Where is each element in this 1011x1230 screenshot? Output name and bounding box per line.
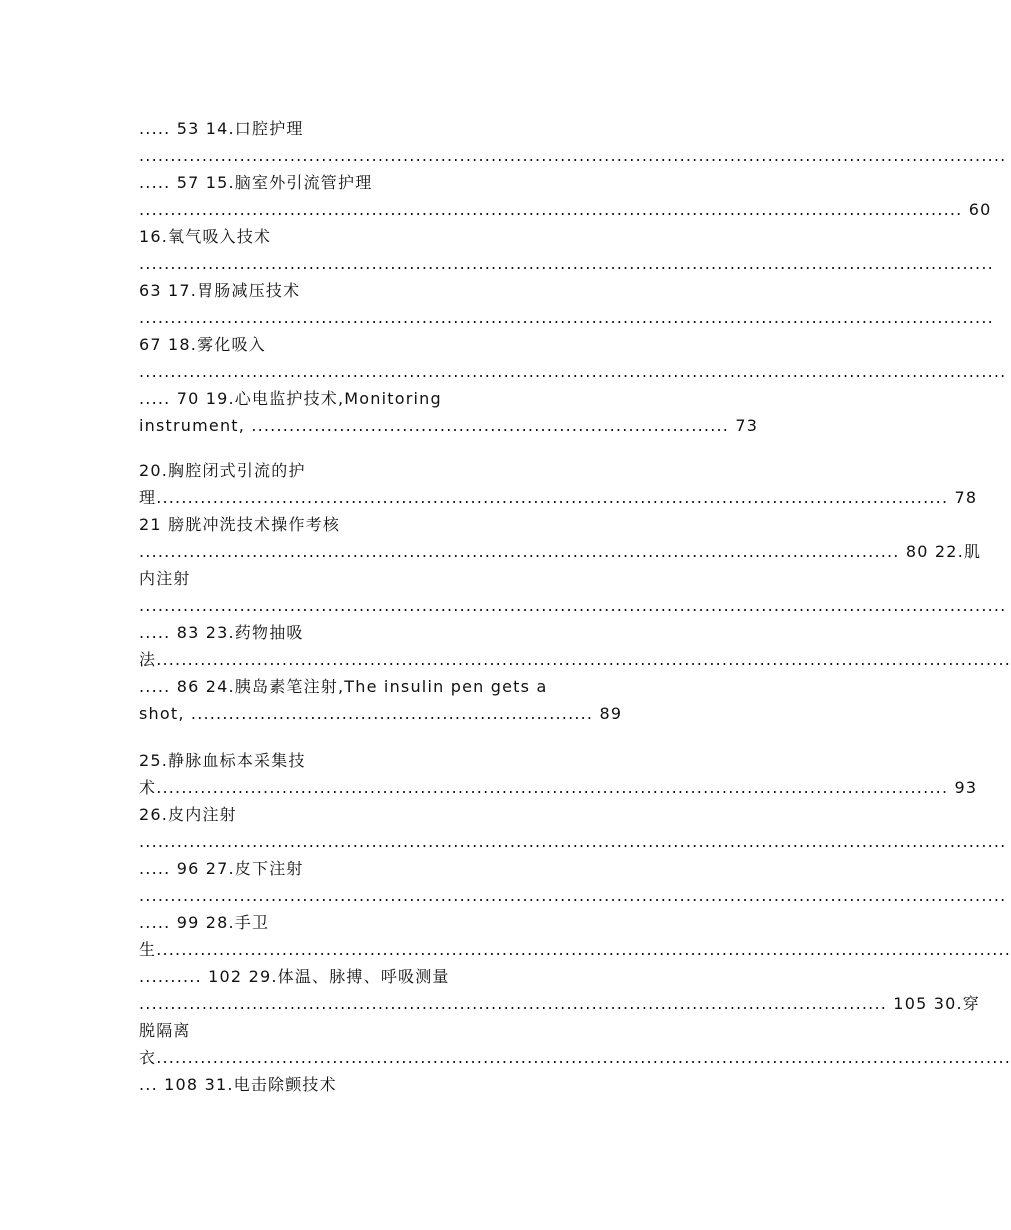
toc-line: 16.氧气吸入技术	[139, 227, 272, 246]
toc-line: ..... 86 24.胰岛素笔注射,The insulin pen gets a	[139, 677, 548, 696]
toc-line: 20.胸腔闭式引流的护	[139, 461, 306, 480]
toc-line: ..... 99 28.手卫	[139, 913, 270, 932]
toc-leader-line: ..........................................................................................................................................	[139, 886, 1007, 905]
toc-line: 26.皮内注射	[139, 805, 237, 824]
toc-line: 法........................................................................................................................................	[139, 650, 1011, 669]
toc-line: instrument, ............................................................................ 73	[139, 416, 759, 435]
toc-line: ..... 70 19.心电监护技术,Monitoring	[139, 389, 442, 408]
toc-line: ....................................................................................................................... 105 30.穿	[139, 994, 980, 1013]
toc-line: .......... 102 29.体温、脉搏、呼吸测量	[139, 967, 450, 986]
toc-line: shot, ................................................................ 89	[139, 704, 623, 723]
toc-line: ... 108 31.电击除颤技术	[139, 1075, 337, 1094]
toc-line: 理.............................................................................................................................. 78	[139, 488, 978, 507]
toc-line: ..... 83 23.药物抽吸	[139, 623, 304, 642]
toc-line: 25.静脉血标本采集技	[139, 751, 306, 770]
toc-leader-line: ..........................................................................................................................................	[139, 832, 1007, 851]
toc-line: ......................................................................................................................... 80 22.肌	[139, 542, 982, 561]
toc-leader-line: ........................................................................................................................................	[139, 308, 994, 327]
toc-leader-line: ........................................................................................................................................	[139, 254, 994, 273]
toc-line: ..... 53 14.口腔护理	[139, 119, 304, 138]
toc-line: 脱隔离	[139, 1021, 191, 1040]
toc-leader-line: ..........................................................................................................................................	[139, 596, 1007, 615]
toc-line: 67 18.雾化吸入	[139, 335, 266, 354]
toc-leader-line: ................................................................................................................................... 60	[139, 200, 992, 219]
toc-line: ..... 96 27.皮下注射	[139, 859, 304, 878]
toc-line: 术.............................................................................................................................. 93	[139, 778, 978, 797]
toc-line: 63 17.胃肠减压技术	[139, 281, 301, 300]
toc-line: 21 膀胱冲洗技术操作考核	[139, 515, 341, 534]
toc-line: 衣........................................................................................................................................	[139, 1048, 1011, 1067]
toc-line: 内注射	[139, 569, 191, 588]
toc-leader-line: ..........................................................................................................................................	[139, 362, 1007, 381]
toc-line: ..... 57 15.脑室外引流管护理	[139, 173, 373, 192]
toc-leader-line: ..........................................................................................................................................	[139, 146, 1007, 165]
toc-line: 生........................................................................................................................................	[139, 940, 1011, 959]
